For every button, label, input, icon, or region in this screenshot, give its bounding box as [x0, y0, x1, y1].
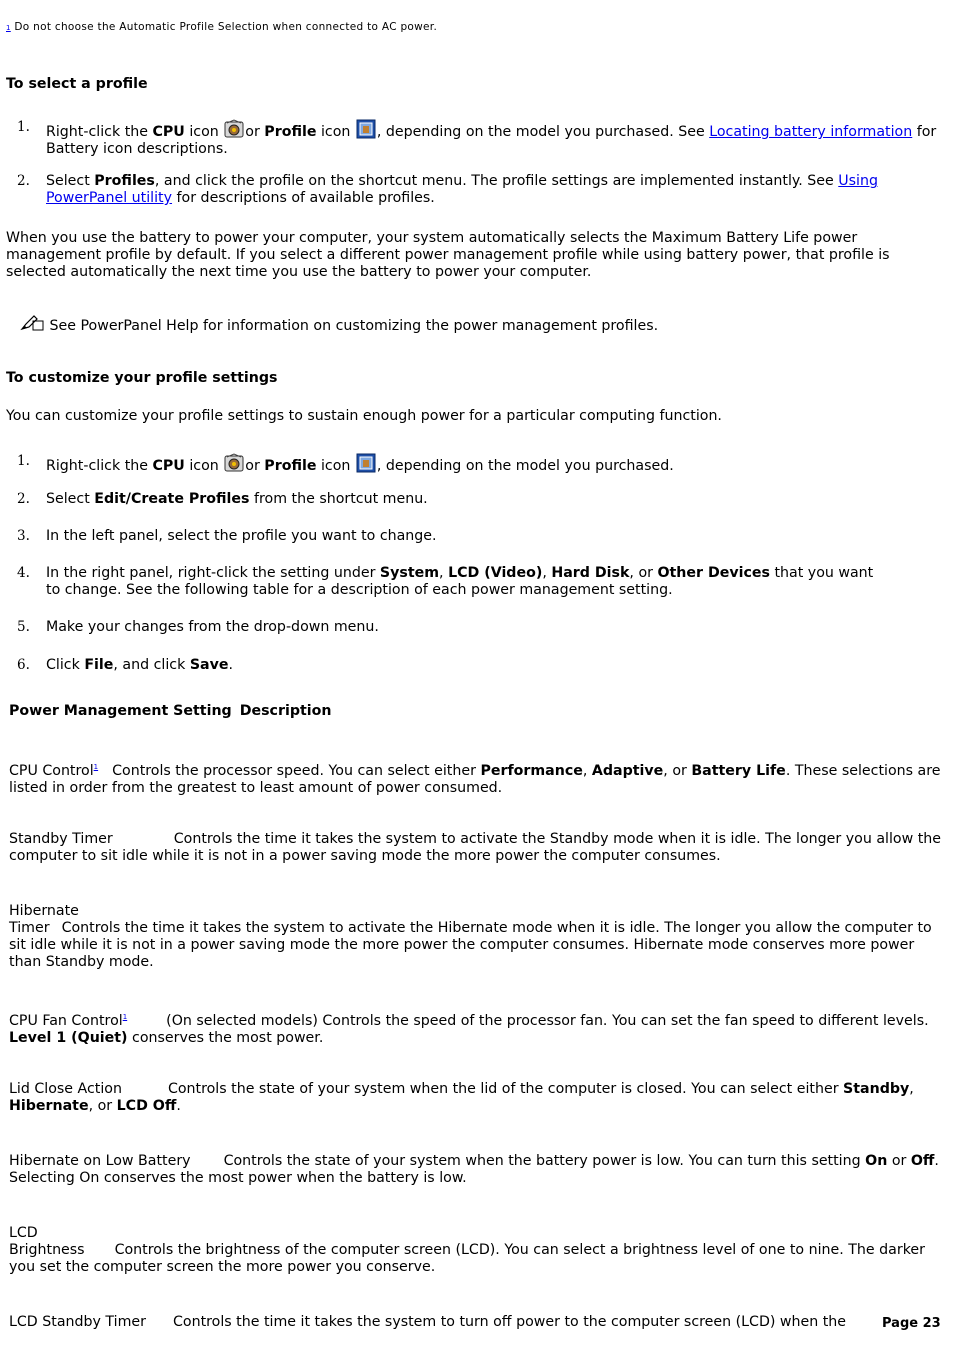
select-item-2: Select Profiles, and click the profile on the shortcut menu. The profile settings are implemented instantly. See Using PowerPanel utility for descriptions of available profiles.: [46, 173, 878, 206]
customize-item-6: Click File, and click Save.: [46, 657, 233, 673]
page-number: Page 23: [882, 1316, 941, 1331]
customize-item-1-number: 1.: [17, 453, 30, 469]
table-row-standby-timer: Standby Timer Controls the time it takes the system to activate the Standby mode when it is idle. The longer you allow the computer to sit idle while it is not in a power saving mode the more power the computer consumes.: [9, 831, 941, 864]
table-row-hibernate-timer: Hibernate Timer Controls the time it takes the system to activate the Hibernate mode when it is idle. The longer you allow the computer to sit idle while it is not in a power saving mode the more power the computer consumes. Hibernate mode conserves more power than Standby mode.: [9, 903, 932, 970]
setting-name: Lid Close Action: [9, 1081, 122, 1097]
setting-name: Standby Timer: [9, 831, 113, 847]
setting-name: CPU Control: [9, 763, 94, 779]
footnote-ref[interactable]: 1: [93, 763, 99, 771]
table-header-description: Description: [239, 703, 332, 719]
cpu-icon: [224, 119, 244, 139]
customize-item-2: Select Edit/Create Profiles from the shortcut menu.: [46, 491, 428, 507]
setting-name-cont: Brightness: [9, 1242, 85, 1258]
footnote: [6, 19, 437, 37]
note-pencil-icon: [20, 314, 45, 332]
customize-item-2-number: 2.: [17, 491, 30, 507]
select-profile-heading: To select a profile: [6, 76, 148, 92]
note: [20, 314, 658, 335]
select-item-1-number: 1.: [17, 119, 30, 135]
setting-name: Hibernate on Low Battery: [9, 1153, 191, 1169]
customize-item-3: In the left panel, select the profile you want to change.: [46, 528, 437, 544]
using-powerpanel-link[interactable]: Using PowerPanel utility: [46, 173, 878, 206]
customize-item-5-number: 5.: [17, 619, 30, 635]
customize-item-3-number: 3.: [17, 528, 30, 544]
customize-item-1: Right-click the CPU icon or Profile icon , depending on the model you purchased.: [46, 453, 946, 475]
customize-intro: You can customize your profile settings to sustain enough power for a particular computing function.: [6, 408, 722, 424]
table-header: [9, 703, 331, 720]
setting-name: CPU Fan Control: [9, 1013, 123, 1029]
customize-heading: To customize your profile settings: [6, 370, 278, 386]
table-row-lcd-brightness: LCD Brightness Controls the brightness of the computer screen (LCD). You can select a brightness level of one to nine. The darker you set the computer screen the more power you conserve.: [9, 1225, 925, 1275]
note-text: See PowerPanel Help for information on customizing the power management profiles.: [45, 318, 659, 334]
setting-name: LCD: [9, 1225, 38, 1241]
table-row-cpu-fan-control: CPU Fan Control$^1$ (On selected models) Controls the speed of the processor fan. You can set the fan speed to different levels. Level 1 (Quiet) conserves the most power.: [9, 1013, 929, 1046]
table-header-setting: Power Management Setting: [9, 703, 232, 719]
select-item-2-number: 2.: [17, 173, 30, 189]
customize-item-4-number: 4.: [17, 565, 30, 581]
battery-paragraph: When you use the battery to power your computer, your system automatically selects the Maximum Battery Life power management profile by default. If you select a different power management profile while using battery power, that profile is selected automatically the next time you use the battery to power your computer.: [6, 230, 890, 280]
footnote-text: Do not choose the Automatic Profile Selection when connected to AC power.: [14, 21, 438, 33]
setting-name: LCD Standby Timer: [9, 1314, 146, 1330]
footnote-ref[interactable]: 1: [122, 1013, 128, 1021]
table-row-lcd-standby-timer: LCD Standby Timer Controls the time it takes the system to turn off power to the computer screen (LCD) when the: [9, 1314, 847, 1330]
table-row-lid-close-action: Lid Close Action Controls the state of your system when the lid of the computer is closed. You can select either Standby, Hibernate, or LCD Off.: [9, 1081, 914, 1114]
customize-item-4: In the right panel, right-click the setting under System, LCD (Video), Hard Disk, or Other Devices that you want to change. See the following table for a description of each power management setting.: [46, 565, 874, 598]
customize-item-6-number: 6.: [17, 657, 30, 673]
table-row-cpu-control: CPU Control$^1$ Controls the processor speed. You can select either Performance, Adaptive, or Battery Life. These selections are listed in order from the greatest to least amount of power consumed.: [9, 763, 941, 796]
setting-name: Hibernate: [9, 903, 79, 919]
select-item-1: Right-click the CPU icon or Profile icon , depending on the model you purchased. See Locating battery information for Battery icon descriptions.: [46, 119, 946, 158]
profile-icon: [356, 453, 376, 473]
locating-battery-link[interactable]: Locating battery information: [709, 124, 913, 140]
customize-item-5: Make your changes from the drop-down menu.: [46, 619, 379, 635]
setting-name-cont: Timer: [9, 920, 50, 936]
profile-icon: [356, 119, 376, 139]
cpu-icon: [224, 453, 244, 473]
footnote-marker[interactable]: 1: [6, 24, 11, 32]
table-row-hibernate-low-battery: Hibernate on Low Battery Controls the state of your system when the battery power is low. You can turn this setting On or Off. Selecting On conserves the most power when the battery is low.: [9, 1153, 939, 1186]
